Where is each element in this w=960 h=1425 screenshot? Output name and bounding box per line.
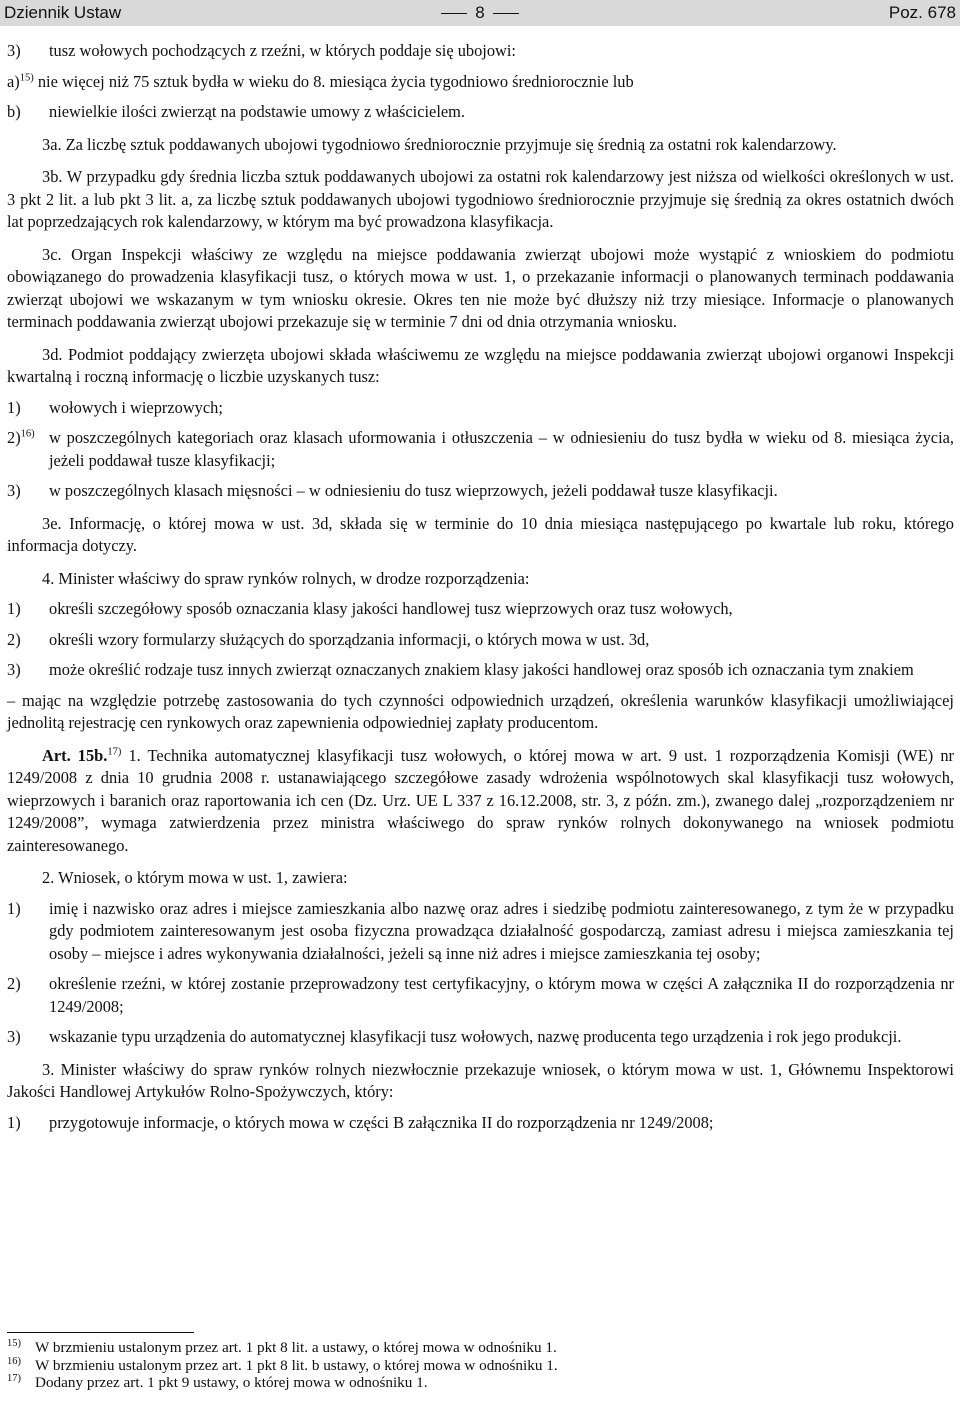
footnote-ref: 15) (19, 72, 34, 84)
list-item (7, 598, 954, 621)
section-3d: 3d. Podmiot poddający zwierzęta ubojowi składa właściwemu ze względu na miejsce poddawania zwierząt ubojowi organowi Inspekcji kwartalną i roczną informację o liczbie uzyskanych tusz: (7, 344, 954, 386)
item-text: wskazanie typu urządzenia do automatycznej klasyfikacji tusz wołowych, nazwę producenta tego urządzenia i rok jego produkcji. (49, 1027, 902, 1046)
item-text: przygotowuje informacje, o których mowa w części B załącznika II do rozporządzenia nr 1249/2008; (49, 1112, 714, 1132)
section-2: 2. Wniosek, o którym mowa w ust. 1, zawiera: (42, 868, 348, 887)
item-number: a) (7, 71, 20, 91)
footnote-mark: 15) (7, 1338, 21, 1349)
footnotes (7, 1332, 954, 1392)
page-number (0, 0, 960, 26)
item-text: niewielkie ilości zwierząt na podstawie umowy z właścicielem. (49, 102, 465, 121)
item-number (7, 427, 35, 450)
section-3: 3. Minister właściwy do spraw rynków rolnych niezwłocznie przekazuje wniosek, o którym mowa w ust. 1, Głównemu Inspektorowi Jakości Handlowej Artykułów Rolno-Spożywczych, który: (7, 1059, 954, 1101)
section-3c: 3c. Organ Inspekcji właściwy ze względu na miejsce poddawania zwierząt ubojowi może wystąpić z wnioskiem do podmiotu obowiązanego do prowadzenia klasyfikacji tusz, o których mowa w ust. 1, o przekazanie informacji o planowanych terminach poddawania zwierząt ubojowi we wskazanym w tym wniosku okresie. Okres ten nie może być dłuższy niż trzy miesiące. Informacje o planowanych terminach poddawania zwierząt ubojowi przekazuje się w terminie 7 dni od dnia otrzymania wniosku. (7, 244, 954, 331)
item-number: 2) (7, 974, 21, 993)
section-3b: 3b. W przypadku gdy średnia liczba sztuk poddawanych ubojowi za ostatni rok kalendarzowy jest niższa od wielkości określonych w ust. 3 pkt 2 lit. a lub pkt 3 lit. a, za liczbę sztuk poddawanych ubojowi tygodniowo średniorocznie przyjmuje się średnią za okres ostatnich dwóch lat poprzedzających rok kalendarzowy, w którym ma być prowadzona klasyfikacja. (7, 167, 954, 231)
page-number-value: 8 (475, 3, 485, 22)
list-item (7, 480, 954, 503)
page-header (0, 0, 960, 26)
footnote-mark: 16) (7, 1355, 21, 1367)
list-item (7, 973, 954, 1018)
footnote (7, 1357, 954, 1375)
footnote (7, 1374, 954, 1392)
footnote-ref: 16) (20, 428, 35, 440)
footnote-mark: 17) (7, 1373, 21, 1384)
list-item (7, 101, 954, 124)
item-text: określi wzory formularzy służących do sporządzania informacji, o których mowa w ust. 3d, (49, 629, 650, 649)
item-text: nie więcej niż 75 sztuk bydła w wieku do 8. miesiąca życia tygodniowo średniorocznie lub (33, 71, 634, 91)
item-number: 1) (7, 1112, 21, 1132)
article-15b (7, 745, 954, 858)
section-4: 4. Minister właściwy do spraw rynków rolnych, w drodze rozporządzenia: (42, 568, 530, 588)
item-number: 1) (7, 599, 21, 618)
item-text: może określić rodzaje tusz innych zwierząt oznaczanych znakiem klasy jakości handlowej oraz sposób ich oznaczania tym znakiem (49, 660, 914, 679)
footnote-text: W brzmieniu ustalonym przez art. 1 pkt 8 lit. b ustawy, o której mowa w odnośniku 1. (35, 1356, 558, 1374)
item-number: 3) (7, 660, 21, 679)
footnote-text: Dodany przez art. 1 pkt 9 ustawy, o której mowa w odnośniku 1. (35, 1374, 428, 1391)
position-number: Poz. 678 (888, 3, 956, 22)
list-item (7, 898, 954, 966)
list-item (7, 1112, 954, 1135)
list-item (7, 71, 954, 94)
item-text: określenie rzeźni, w której zostanie przeprowadzony test certyfikacyjny, o którym mowa w części A załącznika II do rozporządzenia nr 1249/2008; (49, 974, 954, 1016)
item-text: określi szczegółowy sposób oznaczania klasy jakości handlowej tusz wieprzowych oraz tusz wołowych, (49, 599, 733, 618)
item-number: 1) (7, 898, 21, 918)
item-text: tusz wołowych pochodzących z rzeźni, w których poddaje się ubojowi: (49, 41, 516, 60)
item-number: 3) (7, 1027, 21, 1046)
article-text: 1. Technika automatycznej klasyfikacji tusz wołowych, o której mowa w art. 9 ust. 1 rozporządzenia Komisji (WE) nr 1249/2008 z dnia 10 grudnia 2008 r. ustanawiającego szczegółowe zasady wdrożenia wspólnotowych skal klasyfikacji tusz wołowych, wieprzowych i baranich oraz raportowania ich cen (Dz. Urz. UE L 337 z 16.12.2008, str. 3, z późn. zm.), zwanego dalej „rozporządzeniem nr 1249/2008”, wymaga zatwierdzenia przez ministra właściwego do spraw rynków rolnych dokonywanego na wniosek podmiotu zainteresowanego. (7, 745, 954, 855)
item-text: w poszczególnych kategoriach oraz klasach uformowania i otłuszczenia – w odniesieniu do tusz bydła w wieku od 8. miesiąca życia, jeżeli poddawał tusze klasyfikacji; (49, 428, 954, 470)
list-item (7, 40, 954, 63)
document-body (7, 40, 954, 1134)
closing-clause: – mając na względzie potrzebę zastosowania do tych czynności odpowiednich urządzeń, określenia warunków klasyfikacji umożliwiającej jednolitą rejestrację cen rynkowych oraz zapewnienia odpowiedniej zapłaty producentom. (7, 690, 954, 732)
list-item (7, 1026, 954, 1049)
section-3a: 3a. Za liczbę sztuk poddawanych ubojowi tygodniowo średniorocznie przyjmuje się średnią za ostatni rok kalendarzowy. (42, 134, 837, 154)
footnote-text: W brzmieniu ustalonym przez art. 1 pkt 8 lit. a ustawy, o której mowa w odnośniku 1. (35, 1339, 557, 1356)
section-3e: 3e. Informację, o której mowa w ust. 3d, składa się w terminie do 10 dnia miesiąca następującego po kwartale lub roku, którego informacja dotyczy. (7, 513, 954, 555)
item-number: 1) (7, 397, 21, 417)
item-text: wołowych i wieprzowych; (49, 397, 223, 417)
item-number: 3) (7, 41, 21, 60)
item-number: 3) (7, 481, 21, 500)
list-item (7, 397, 954, 420)
item-number: b) (7, 102, 21, 121)
footnote-ref: 17) (107, 746, 122, 758)
list-item (7, 629, 954, 652)
journal-title: Dziennik Ustaw (4, 3, 122, 22)
list-item (7, 659, 954, 682)
list-item (7, 427, 954, 472)
item-text: w poszczególnych klasach mięsności – w odniesieniu do tusz wieprzowych, jeżeli poddawał tusze klasyfikacji. (49, 481, 778, 500)
footnote-divider (7, 1332, 194, 1333)
article-label: Art. 15b. (42, 745, 108, 765)
footnote (7, 1339, 954, 1357)
item-number-value: 2) (7, 428, 21, 447)
item-number: 2) (7, 629, 21, 649)
item-text: imię i nazwisko oraz adres i miejsce zamieszkania albo nazwę oraz adres i siedzibę podmiotu zainteresowanego, z tym że w przypadku gdy podmiotem zainteresowanym jest osoba fizyczna prowadząca działalność gospodarczą, zamiast adresu i miejsca zamieszkania tej osoby – miejsce i adres wykonywania działalności, jeżeli są inne niż adres i miejsce zamieszkania tej osoby; (49, 898, 954, 963)
